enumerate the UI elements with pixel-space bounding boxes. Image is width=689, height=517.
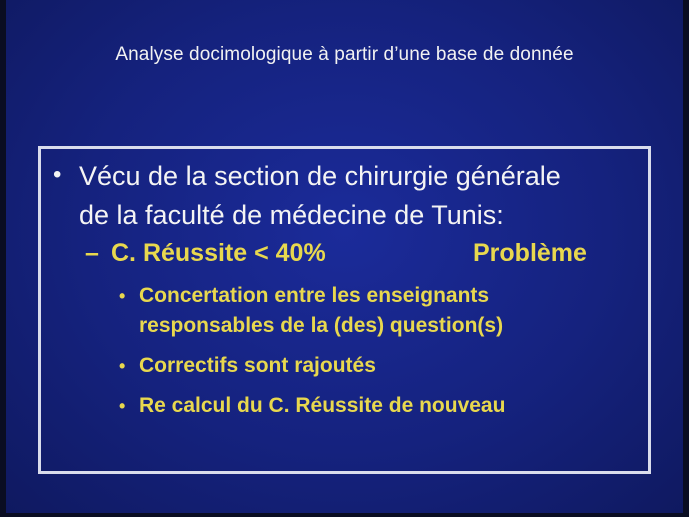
- list-item-line-1: Correctifs sont rajoutés: [139, 354, 376, 377]
- main-bullet-line-2: de la faculté de médecine de Tunis:: [79, 200, 504, 230]
- main-bullet-text: [79, 157, 649, 235]
- main-bullet-line-1: Vécu de la section de chirurgie générale: [79, 161, 561, 191]
- list-item-line-2: responsables de la (des) question(s): [139, 314, 504, 337]
- content-frame: [38, 146, 651, 474]
- list-item: [119, 351, 639, 381]
- slide-title: Analyse docimologique à partir d’une base de donnée: [115, 44, 574, 65]
- dash-marker: –: [85, 239, 99, 267]
- list-item: [119, 391, 639, 421]
- bullet-dot-icon: •: [119, 286, 126, 306]
- list-item-line-1: Re calcul du C. Réussite de nouveau: [139, 394, 506, 417]
- list-item: [119, 281, 639, 341]
- bullet-dot-icon: •: [119, 356, 126, 376]
- sub-bullet-right-text: Problème: [473, 239, 587, 267]
- list-item-line-1: Concertation entre les enseignants: [139, 284, 490, 307]
- bullet-dot-icon: •: [53, 161, 62, 188]
- bullet-dot-icon: •: [119, 396, 126, 416]
- sub-bullet-left-text: C. Réussite < 40%: [111, 239, 326, 267]
- sub-items-list: [119, 281, 639, 431]
